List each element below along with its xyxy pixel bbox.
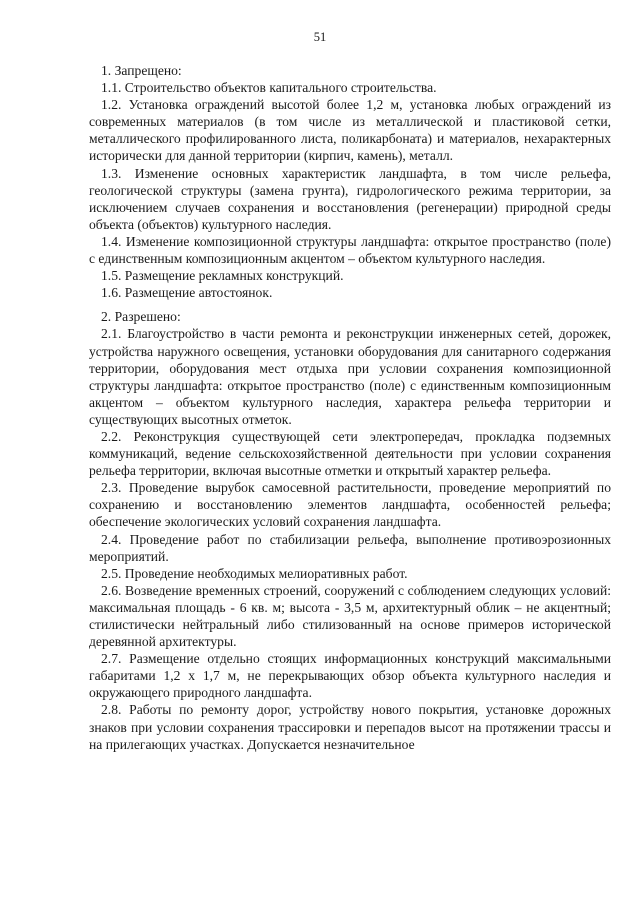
- section-gap: [89, 301, 611, 308]
- clause-2-3: 2.3. Проведение вырубок самосевной растительности, проведение мероприятий по сохранению и восстановлению элементов ландшафта, особенностей рельефа; обеспечение экологических условий сохранения ландшафта.: [89, 480, 611, 530]
- clause-2-1: 2.1. Благоустройство в части ремонта и реконструкции инженерных сетей, дорожек, устройства наружного освещения, установки оборудования для санитарного содержания территории, оборудования мест отдыха при условии сохранения композиционной структуры ландшафта: открытое пространство (поле) с единственным композиционным акцентом – объектом культурного наследия, характера рельефа территории и существующих высотных отметок.: [89, 326, 611, 427]
- clause-1-4: 1.4. Изменение композиционной структуры ландшафта: открытое пространство (поле) с единственным композиционным акцентом – объектом культурного наследия.: [89, 233, 611, 267]
- section-heading-prohibited: 1. Запрещено:: [101, 63, 182, 78]
- clause-1-3: 1.3. Изменение основных характеристик ландшафта, в том числе рельефа, геологической структуры (замена грунта), гидрологического режима территории, за исключением случаев сохранения и восстановления (регенерации) природной среды объекта (объектов) культурного наследия.: [89, 165, 611, 232]
- section-heading-permitted: 2. Разрешено:: [101, 309, 181, 325]
- clause-2-6: 2.6. Возведение временных строений, сооружений с соблюдением следующих условий: максимальная площадь - 6 кв. м; высота - 3,5 м, архитектурный облик – не акцентный; стилистически нейтральный либо стилизованный на основе примеров исторической деревянной архитектуры.: [89, 582, 611, 650]
- clause-1-2: 1.2. Установка ограждений высотой более 1,2 м, установка любых ограждений из современных материалов (в том числе из металлической и пластиковой сетки, металлического профилированного листа, поликарбоната) и материалов, нехарактерных исторически для данной территории (кирпич, камень), металл.: [89, 97, 611, 164]
- clause-2-8: 2.8. Работы по ремонту дорог, устройству нового покрытия, установке дорожных знаков при условии сохранения трассировки и перепадов высот на протяжении трассы и на прилегающих участках. Допускается незначительное: [89, 702, 611, 752]
- page-number: 51: [313, 30, 327, 44]
- clause-2-2: 2.2. Реконструкция существующей сети электропередач, прокладка подземных коммуникаций, ведение сельскохозяйственной деятельности при условии сохранения рельефа территории, включая высотные отметки и открытый характер рельефа.: [89, 428, 611, 479]
- clause-2-7: 2.7. Размещение отдельно стоящих информационных конструкций максимальными габаритами 1,2 х 1,7 м, не перекрывающих обзор объекта культурного наследия и окружающего природного ландшафта.: [89, 651, 611, 701]
- clause-1-6: 1.6. Размещение автостоянок.: [101, 285, 273, 301]
- clause-2-5: 2.5. Проведение необходимых мелиоративных работ.: [101, 565, 408, 581]
- clause-2-4: 2.4. Проведение работ по стабилизации рельефа, выполнение противоэрозионных мероприятий.: [89, 531, 611, 564]
- clause-1-5: 1.5. Размещение рекламных конструкций.: [101, 268, 344, 284]
- document-body: [89, 62, 611, 753]
- clause-1-1: 1.1. Строительство объектов капитального строительства.: [101, 80, 437, 96]
